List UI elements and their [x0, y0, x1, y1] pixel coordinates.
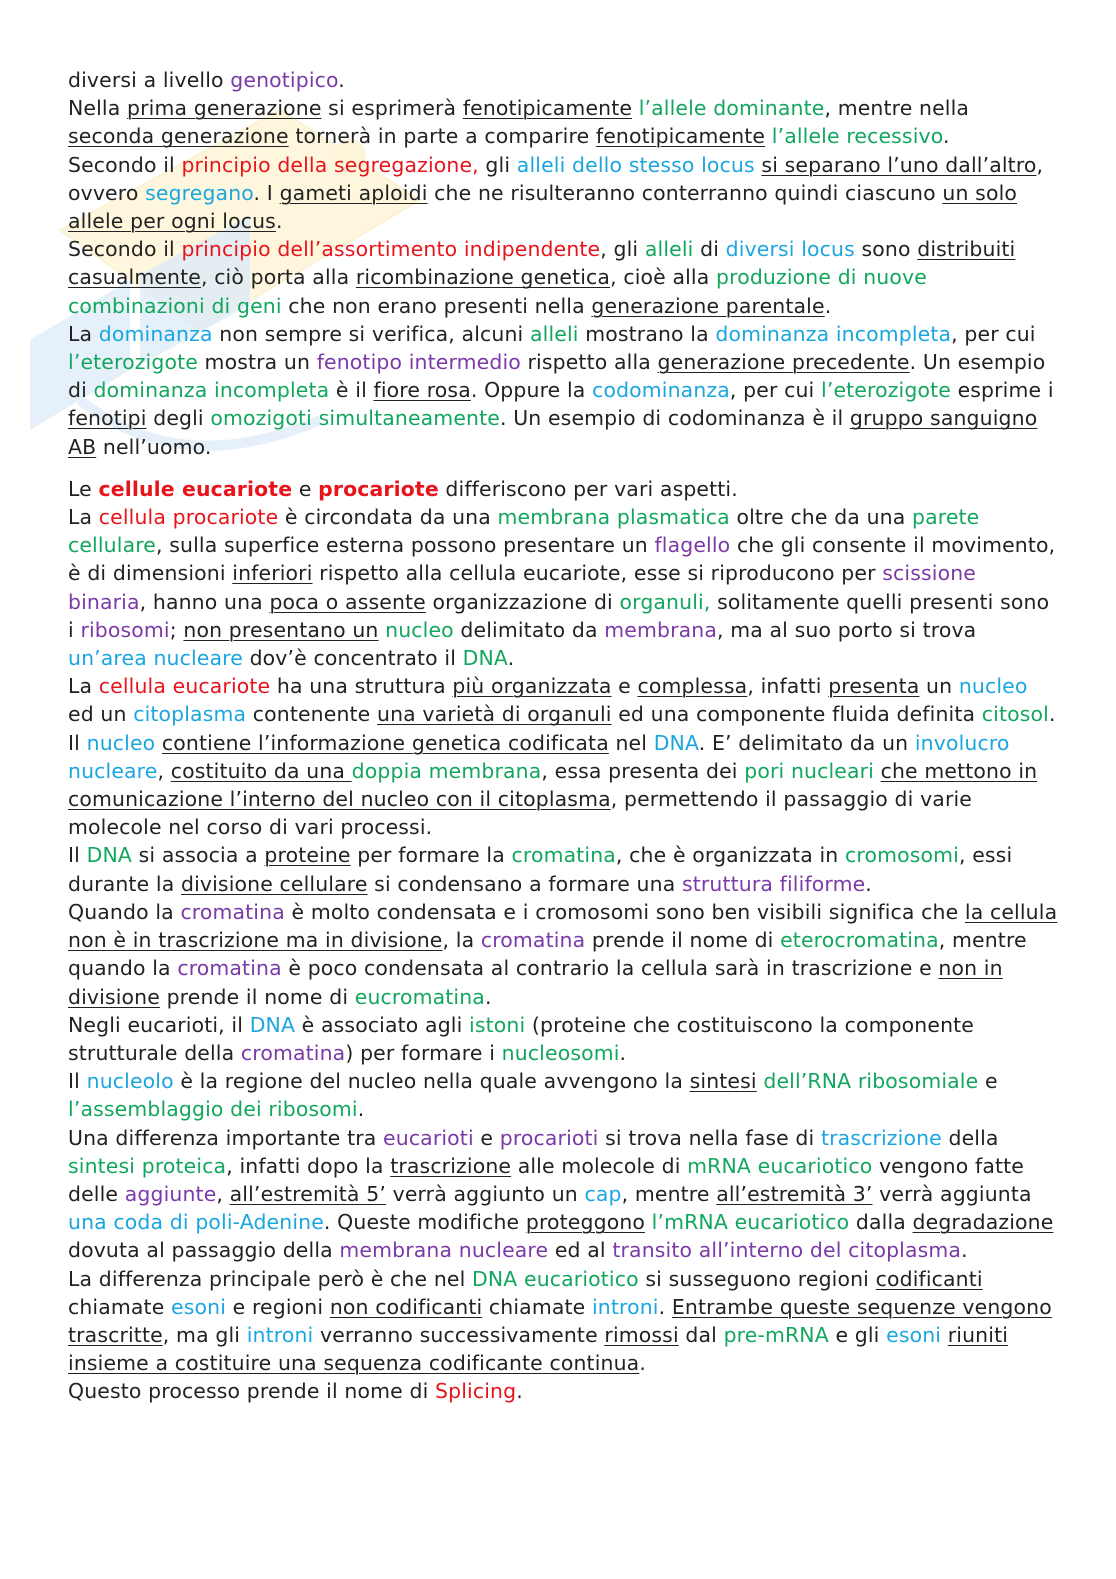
- text-run: . Un esempio di codominanza è il: [499, 406, 850, 431]
- text-run: , che è organizzata in: [615, 843, 845, 868]
- text-run: dovuta al passaggio della: [68, 1238, 340, 1263]
- text-run: si trova nella fase di: [598, 1125, 821, 1150]
- text-run: La differenza principale però è che nel: [68, 1266, 473, 1291]
- text-run: prende il nome di: [585, 928, 781, 953]
- highlighted-term: principio dell’assortimento indipendente: [181, 237, 601, 262]
- text-run: ed una componente fluida definita: [611, 702, 982, 727]
- text-run: , infatti: [747, 674, 829, 699]
- highlighted-term: cellula procariote: [98, 505, 279, 530]
- highlighted-term: scissione binaria: [68, 561, 976, 614]
- text-run: Secondo il: [68, 152, 182, 177]
- document-body: [68, 66, 1058, 1406]
- text-run: ,: [216, 1181, 230, 1206]
- underlined-text: sintesi: [689, 1069, 757, 1094]
- highlighted-term: transito all’interno del citoplasma: [612, 1238, 962, 1263]
- underlined-text: che mettono in comunicazione l’interno del nucleo con il citoplasma: [68, 758, 1038, 812]
- text-run: .: [865, 871, 872, 896]
- highlighted-term: Splicing: [435, 1379, 517, 1404]
- highlighted-term: dominanza incompleta: [715, 321, 952, 346]
- paragraph: [68, 320, 1058, 461]
- text-run: e gli: [828, 1322, 887, 1347]
- highlighted-term: segregano: [145, 180, 254, 205]
- highlighted-term: genotipico: [230, 68, 339, 92]
- text-run: Questo processo prende il nome di: [68, 1379, 436, 1404]
- highlighted-term: alleli dello stesso locus: [516, 152, 755, 177]
- underlined-text: fiore rosa: [373, 378, 471, 403]
- text-run: gli: [478, 152, 517, 177]
- text-run: ed al: [548, 1238, 613, 1263]
- text-run: vengono fatte delle: [68, 1153, 1024, 1206]
- text-run: La: [68, 321, 99, 346]
- highlighted-term: nucleo: [958, 674, 1028, 699]
- text-run: si condensano a formare una: [367, 871, 682, 896]
- highlighted-term: fenotipo intermedio: [316, 350, 521, 375]
- text-run: ha una struttura: [270, 674, 453, 699]
- text-run: Il: [68, 843, 87, 868]
- underlined-text: proteine: [264, 843, 351, 868]
- text-run: , ovvero: [68, 152, 1044, 205]
- underlined-text: più organizzata: [452, 674, 612, 699]
- text-run: mostrano la: [578, 321, 716, 346]
- text-run: [874, 759, 881, 783]
- text-run: .: [357, 1097, 365, 1122]
- text-run: .: [961, 1238, 968, 1263]
- underlined-text: seconda generazione: [68, 124, 289, 149]
- highlighted-term: citoplasma: [133, 702, 247, 727]
- underlined-text: non presentano un: [183, 617, 379, 642]
- paragraph: [68, 841, 1058, 897]
- text-run: oltre che da una: [729, 505, 912, 530]
- text-run: verranno successivamente: [313, 1322, 605, 1347]
- highlighted-term: struttura filiforme: [681, 871, 866, 896]
- text-run: è poco condensata al contrario la cellula sarà in trascrizione e: [281, 956, 939, 981]
- text-run: che gli consente il movimento, è di dimensioni: [68, 533, 1056, 586]
- text-run: .: [658, 1294, 672, 1319]
- highlighted-term: omozigoti simultaneamente: [210, 406, 500, 431]
- underlined-text: una varietà di organuli: [377, 702, 612, 727]
- underlined-text: rimossi: [604, 1322, 679, 1347]
- highlighted-term: l’allele dominante: [638, 96, 825, 121]
- text-run: Negli eucarioti, il: [68, 1012, 250, 1037]
- underlined-text: codificanti: [875, 1266, 983, 1291]
- paragraph: [68, 1377, 1058, 1405]
- text-run: Una differenza importante tra: [68, 1125, 384, 1150]
- highlighted-term: cromatina: [177, 956, 282, 981]
- highlighted-term: aggiunte: [124, 1181, 217, 1206]
- text-run: è molto condensata e i cromosomi sono ben visibili significa che: [284, 899, 965, 924]
- highlighted-term: DNA: [86, 843, 132, 868]
- highlighted-term: nucleo: [86, 730, 156, 755]
- highlighted-term: procariote: [318, 476, 439, 501]
- text-run: e regioni: [226, 1294, 330, 1319]
- text-run: La: [68, 674, 99, 699]
- highlighted-term: diversi locus: [725, 237, 855, 262]
- underlined-text: divisione cellulare: [180, 871, 368, 896]
- highlighted-term: nucleosomi: [501, 1040, 620, 1065]
- highlighted-term: doppia membrana: [351, 758, 542, 783]
- highlighted-term: membrana plasmatica: [497, 505, 730, 530]
- highlighted-term: codominanza: [592, 378, 730, 403]
- text-run: e: [611, 674, 638, 699]
- highlighted-term: l’allele recessivo: [771, 124, 944, 149]
- text-run: , cioè alla: [610, 265, 717, 290]
- text-run: Secondo il: [68, 237, 182, 262]
- underlined-text: proteggono: [525, 1210, 646, 1235]
- paragraph: [68, 898, 1058, 1011]
- text-run: esprime i: [950, 378, 1054, 403]
- highlighted-term: un’area nucleare: [68, 646, 243, 671]
- text-run: prende il nome di: [159, 984, 355, 1009]
- highlighted-term: trascrizione: [820, 1125, 942, 1150]
- text-run: è associato agli: [295, 1012, 470, 1037]
- text-run: chiamate: [482, 1294, 592, 1319]
- text-run: è la regione del nucleo nella quale avvengono la: [173, 1069, 690, 1094]
- highlighted-term: alleli: [529, 321, 579, 346]
- highlighted-term: DNA: [462, 646, 508, 671]
- text-run: contenente: [246, 702, 377, 727]
- text-run: .: [824, 293, 832, 318]
- highlighted-term: l’assemblaggio dei ribosomi: [68, 1097, 358, 1122]
- text-run: , permettendo il passaggio di varie molecole nel corso di vari processi.: [68, 787, 972, 840]
- text-run: .: [484, 984, 492, 1009]
- highlighted-term: cellule eucariote: [98, 476, 293, 501]
- text-run: , ma al suo porto si trova: [716, 617, 977, 642]
- highlighted-term: una coda di poli-Adenine: [68, 1210, 324, 1235]
- text-run: .: [943, 124, 950, 149]
- text-run: dalla: [849, 1210, 913, 1235]
- text-run: rispetto alla: [520, 350, 658, 375]
- highlighted-term: flagello: [654, 533, 731, 558]
- highlighted-term: cromosomi: [845, 843, 959, 868]
- text-run: . Un esempio di: [68, 350, 1046, 403]
- text-run: , gli: [600, 237, 645, 262]
- text-run: è circondata da una: [278, 505, 498, 530]
- highlighted-term: dominanza incompleta: [93, 378, 330, 403]
- text-run: e: [292, 476, 319, 501]
- text-run: organizzazione di: [425, 589, 620, 614]
- highlighted-term: introni: [591, 1294, 659, 1319]
- underlined-text: degradazione: [912, 1210, 1054, 1235]
- text-run: , la: [442, 928, 481, 953]
- text-run: e: [978, 1069, 998, 1094]
- paragraph: [68, 1265, 1058, 1378]
- highlighted-term: principio della segregazione,: [181, 152, 479, 177]
- paragraph: [68, 66, 1058, 94]
- highlighted-term: dell’RNA ribosomiale: [763, 1069, 979, 1094]
- text-run: nell’uomo.: [96, 434, 212, 459]
- text-run: , hanno una: [139, 589, 270, 614]
- text-run: .: [619, 1040, 627, 1065]
- highlighted-term: organuli,: [619, 589, 711, 614]
- highlighted-term: l’eterozigote: [821, 378, 951, 403]
- highlighted-term: eucarioti: [383, 1125, 474, 1150]
- highlighted-term: produzione di nuove combinazioni di geni: [68, 265, 927, 318]
- underlined-text: non codificanti: [329, 1294, 483, 1319]
- underlined-text: fenotipicamente: [462, 96, 633, 121]
- underlined-text: presenta: [828, 674, 920, 699]
- highlighted-term: DNA eucariotico: [472, 1266, 639, 1291]
- text-run: di: [693, 237, 726, 262]
- text-run: degli: [146, 406, 211, 431]
- highlighted-term: DNA: [653, 730, 699, 755]
- underlined-text: complessa: [637, 674, 748, 699]
- text-run: diversi a livello: [68, 68, 231, 92]
- text-run: si susseguono regioni: [638, 1266, 876, 1291]
- text-run: La: [68, 505, 99, 530]
- text-run: che ne risulteranno conterranno quindi ciascuno: [427, 180, 943, 205]
- highlighted-term: l’eterozigote: [68, 350, 198, 375]
- highlighted-term: pre-mRNA: [723, 1322, 829, 1347]
- highlighted-term: membrana nucleare: [339, 1238, 549, 1263]
- paragraph: [68, 235, 1058, 320]
- text-run: della: [941, 1125, 999, 1150]
- text-run: .: [516, 1379, 523, 1404]
- highlighted-term: cromatina: [240, 1040, 346, 1065]
- text-run: , per cui: [951, 321, 1036, 346]
- text-run: Il: [68, 730, 87, 755]
- highlighted-term: alleli: [644, 237, 694, 262]
- text-run: dal: [678, 1322, 724, 1347]
- text-run: che non erano presenti nella: [281, 293, 592, 318]
- text-run: . I: [253, 180, 280, 205]
- text-run: , sulla superfice esterna possono presentare un: [156, 533, 655, 558]
- underlined-text: poca o assente: [269, 589, 426, 614]
- text-run: .: [639, 1351, 646, 1376]
- text-run: , per cui: [729, 378, 822, 403]
- highlighted-term: esoni: [886, 1322, 942, 1347]
- text-run: differiscono per vari aspetti.: [438, 476, 738, 501]
- paragraph: [68, 1067, 1058, 1123]
- underlined-text: prima generazione: [127, 96, 322, 121]
- highlighted-term: DNA: [249, 1012, 296, 1037]
- text-run: [765, 124, 772, 148]
- text-run: [155, 731, 162, 755]
- text-run: Nella: [68, 96, 128, 121]
- text-run: e: [473, 1125, 500, 1150]
- text-run: alle molecole di: [511, 1153, 688, 1178]
- highlighted-term: citosol: [981, 702, 1049, 727]
- text-run: .: [275, 209, 283, 234]
- text-run: mostra un: [197, 350, 317, 375]
- paragraph: [68, 475, 1058, 503]
- highlighted-term: introni: [246, 1322, 314, 1347]
- text-run: (proteine che costituiscono la componente strutturale della: [68, 1012, 974, 1065]
- underlined-text: non in divisione: [68, 956, 1003, 1009]
- underlined-text: Entrambe queste sequenze vengono trascritte: [68, 1294, 1052, 1347]
- paragraph: [68, 503, 1058, 672]
- highlighted-term: parete cellulare: [68, 505, 980, 558]
- paragraph: [68, 151, 1058, 236]
- underlined-text: generazione parentale: [591, 293, 825, 318]
- text-run: [632, 96, 639, 120]
- text-run: , ciò porta alla: [200, 265, 356, 290]
- paragraph: [68, 729, 1058, 842]
- highlighted-term: nucleolo: [86, 1069, 174, 1094]
- text-run: chiamate: [68, 1294, 172, 1319]
- highlighted-term: istoni: [469, 1012, 526, 1037]
- underlined-text: trascrizione: [390, 1153, 512, 1178]
- text-run: , essa presenta dei: [541, 758, 745, 783]
- text-run: . E’ delimitato da un: [698, 730, 915, 755]
- highlighted-term: eterocromatina: [780, 928, 939, 953]
- highlighted-term: esoni: [171, 1294, 227, 1319]
- text-run: tornerà in parte a comparire: [288, 124, 596, 149]
- text-run: . Oppure la: [470, 378, 593, 403]
- underlined-text: la cellula non è in trascrizione ma in divisione: [68, 899, 1058, 953]
- highlighted-term: ribosomi: [80, 617, 170, 642]
- highlighted-term: eucromatina: [354, 984, 485, 1009]
- highlighted-term: membrana: [604, 617, 717, 642]
- highlighted-term: l’mRNA eucariotico: [651, 1210, 850, 1235]
- highlighted-term: sintesi proteica: [68, 1153, 227, 1178]
- text-run: . Queste modifiche: [323, 1210, 526, 1235]
- text-run: , mentre: [621, 1181, 717, 1206]
- text-run: [645, 1210, 652, 1234]
- highlighted-term: involucro nucleare: [68, 730, 1010, 783]
- text-run: , infatti dopo la: [226, 1153, 391, 1178]
- underlined-text: distribuiti casualmente: [68, 237, 1016, 290]
- underlined-text: all’estremità 5’: [229, 1181, 386, 1206]
- text-run: si associa a: [131, 843, 265, 868]
- text-run: .: [338, 68, 345, 92]
- highlighted-term: cromatina: [480, 928, 586, 953]
- text-run: si esprimerà: [321, 96, 463, 121]
- text-run: Quando la: [68, 899, 181, 924]
- underlined-text: si separano l’uno dall’altro: [761, 152, 1037, 177]
- highlighted-term: pori nucleari: [744, 758, 874, 783]
- text-run: , ma gli: [162, 1322, 247, 1347]
- text-run: .: [507, 646, 515, 671]
- underlined-text: fenotipicamente: [595, 124, 766, 149]
- text-run: solitamente quelli presenti sono i: [68, 589, 1050, 642]
- paragraph: [68, 672, 1058, 728]
- text-run: delimitato da: [453, 617, 605, 642]
- underlined-text: fenotipi: [68, 406, 147, 431]
- highlighted-term: cap: [584, 1181, 622, 1206]
- text-run: dov’è concentrato il: [242, 646, 463, 671]
- underlined-text: costituito da una: [170, 758, 352, 783]
- text-run: verrà aggiunta: [872, 1181, 1032, 1206]
- text-run: è il: [329, 378, 374, 403]
- underlined-text: generazione precedente: [657, 350, 910, 375]
- paragraph: [68, 1011, 1058, 1067]
- text-run: rispetto alla cellula eucariote, esse si riproducono per: [312, 561, 883, 586]
- text-run: Il: [68, 1069, 87, 1094]
- text-run: , mentre quando la: [68, 928, 1027, 981]
- underlined-text: inferiori: [232, 561, 313, 586]
- text-run: sono: [854, 237, 918, 262]
- text-run: nel: [608, 730, 654, 755]
- text-run: ,: [157, 758, 171, 783]
- text-run: , mentre nella: [824, 96, 970, 121]
- highlighted-term: cellula eucariote: [98, 674, 271, 699]
- text-run: ed un: [68, 702, 134, 727]
- text-run: , essi durante la: [68, 843, 1013, 896]
- paragraph: [68, 94, 1058, 150]
- text-run: Le: [68, 476, 99, 501]
- underlined-text: all’estremità 3’: [716, 1181, 873, 1206]
- highlighted-term: cromatina: [180, 899, 285, 924]
- text-run: verrà aggiunto un: [385, 1181, 585, 1206]
- underlined-text: ricombinazione genetica: [355, 265, 611, 290]
- highlighted-term: nucleo: [385, 617, 454, 642]
- highlighted-term: mRNA eucariotico: [687, 1153, 873, 1178]
- paragraph: [68, 1124, 1058, 1265]
- text-run: non sempre si verifica, alcuni: [212, 321, 530, 346]
- text-run: un: [919, 674, 959, 699]
- highlighted-term: cromatina: [511, 843, 616, 868]
- text-run: per formare la: [350, 843, 512, 868]
- underlined-text: gruppo sanguigno AB: [68, 406, 1038, 459]
- highlighted-term: dominanza: [98, 321, 213, 346]
- underlined-text: riuniti insieme a costituire una sequenza codificante continua: [68, 1322, 1009, 1376]
- text-run: ;: [169, 617, 184, 642]
- underlined-text: gameti aploidi: [279, 180, 428, 205]
- underlined-text: un solo allele per ogni locus: [68, 180, 1018, 234]
- text-run: [941, 1323, 948, 1347]
- text-run: .: [1048, 702, 1056, 727]
- highlighted-term: procarioti: [499, 1125, 599, 1150]
- underlined-text: contiene l’informazione genetica codificata: [161, 730, 609, 755]
- text-run: ) per formare i: [345, 1040, 502, 1065]
